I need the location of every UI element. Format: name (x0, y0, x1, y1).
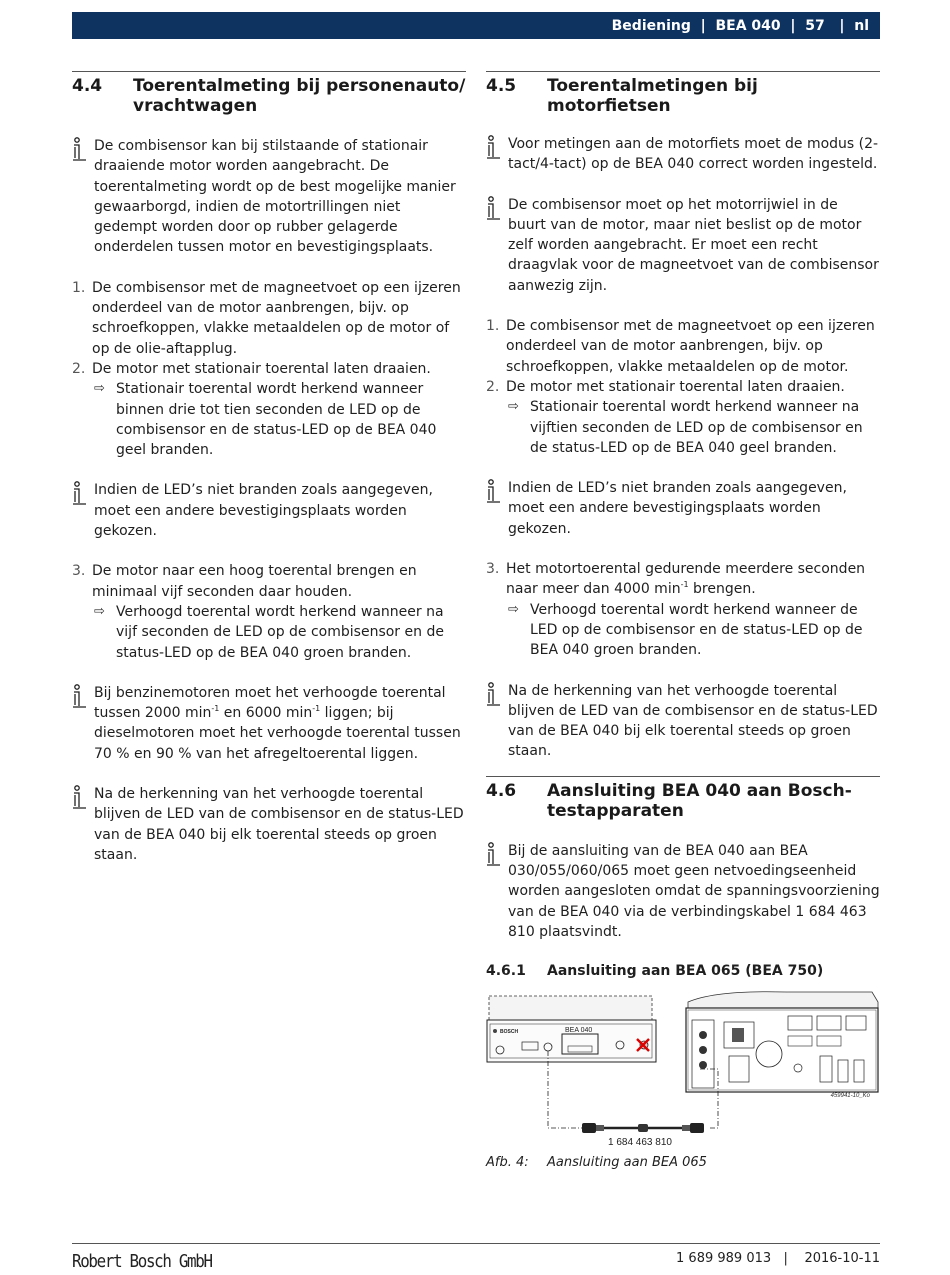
device-model-label: BEA 040 (565, 1027, 593, 1035)
step-item (72, 561, 466, 602)
figure-id: 459941-10_Ko (830, 1093, 870, 1100)
info-icon (486, 681, 508, 762)
step-item (72, 278, 466, 359)
info-icon (486, 134, 508, 175)
info-note (72, 136, 466, 258)
result-text: Verhoogd toerental wordt herkend wanneer na vijf seconden de LED op de combisensor en de status-LED op de BEA 040 groen branden. (116, 603, 444, 661)
header-bar (72, 12, 880, 39)
step-text: De motor met stationair toerental laten draaien. (506, 378, 845, 395)
info-note (486, 478, 880, 539)
figure-caption (486, 1154, 880, 1172)
subsection-number: 4.6.1 (486, 963, 526, 980)
step-number: 3. (72, 563, 86, 580)
right-column (486, 71, 880, 1172)
note-text-part: Bij benzinemotoren moet het verhoogde toerental tussen 2000 min (94, 684, 446, 722)
section-heading-4-4 (72, 71, 466, 116)
result-arrow-icon: ⇨ (508, 399, 519, 415)
step-number: 1. (486, 318, 500, 335)
note-text: De combisensor kan bij stilstaande of stationair draaiende motor worden aangebracht. De toerentalmeting wordt op de best mogelijke manier gewaarborgd, indien de motortrillingen niet gedempt worden door op rubber gelagerde onderdelen tussen motor en bevestigingsplaats. (94, 138, 456, 256)
note-text: Indien de LED’s niet branden zoals aangegeven, moet een andere bevestigingsplaats worden gekozen. (508, 480, 847, 537)
step-text: De motor met stationair toerental laten draaien. (92, 360, 431, 377)
section-heading-4-6 (486, 776, 880, 821)
info-icon (72, 683, 94, 764)
step-item (72, 359, 466, 379)
result-arrow-icon: ⇨ (508, 601, 519, 617)
result-text: Stationair toerental wordt herkend wanneer na vijftien seconden de LED op de combisensor en de status-LED op de BEA 040 geel branden. (530, 399, 863, 456)
info-note (486, 195, 880, 296)
note-text: Na de herkenning van het verhoogde toerental blijven de LED van de combisensor en de status-LED van de BEA 040 bij elk toerental steeds op groen staan. (508, 682, 878, 760)
step-text: De combisensor met de magneetvoet op een ijzeren onderdeel van de motor aanbrengen, bijv. op schroefkoppen, vlakke metaaldelen op de motor of op de olie-aftapplug. (92, 279, 461, 357)
result-text: Verhoogd toerental wordt herkend wanneer de LED op de combisensor en de status-LED op de BEA 040 groen branden. (530, 601, 863, 659)
step-number: 1. (72, 279, 86, 296)
note-text-part: liggen; bij dieselmotoren moet het verhoogde toerental tussen 70 % en 90 % van het afregeltoerental liggen. (94, 705, 461, 762)
device-brand-label: BOSCH (500, 1029, 519, 1036)
cable-part-number: 1 684 463 810 (608, 1137, 672, 1149)
result-item (72, 602, 466, 663)
result-item (72, 379, 466, 460)
info-note (486, 134, 880, 175)
note-text: Na de herkenning van het verhoogde toerental blijven de LED van de combisensor en de status-LED van de BEA 040 bij elk toerental steeds op groen staan. (94, 786, 464, 863)
step-text-part: brengen. (688, 581, 756, 598)
info-icon (486, 478, 508, 539)
step-number: 3. (486, 561, 500, 578)
header-text: Bediening | BEA 040 | 57 | nl (611, 17, 869, 34)
document-number: 1 689 989 013 | 2016-10-11 (676, 1251, 880, 1266)
note-text: Indien de LED’s niet branden zoals aangegeven, moet een andere bevestigingsplaats worden gekozen. (94, 482, 433, 540)
result-arrow-icon: ⇨ (94, 381, 105, 397)
step-text: De combisensor met de magneetvoet op een ijzeren onderdeel van de motor aanbrengen, bijv. op schroefkoppen, vlakke metaaldelen op de motor. (506, 318, 875, 375)
step-item (486, 559, 880, 600)
info-icon (72, 480, 94, 541)
note-text: Bij de aansluiting van de BEA 040 aan BEA 030/055/060/065 moet geen netvoedingseenheid worden aangesloten omdat de spanningsvoorziening van de BEA 040 via de verbindingskabel 1 684 463 810 plaatsvindt. (508, 842, 880, 940)
caption-label: Afb. 4: (486, 1155, 529, 1171)
step-item (486, 316, 880, 377)
info-icon (72, 136, 94, 258)
section-title: Toerentalmetingen bij motorfietsen (547, 76, 758, 116)
superscript: -1 (312, 704, 321, 714)
note-text (94, 683, 466, 764)
note-text-part: en 6000 min (219, 705, 313, 722)
step-number: 2. (72, 360, 86, 377)
section-title: Aansluiting BEA 040 aan Bosch-testapparaten (547, 780, 852, 821)
step-text: De motor naar een hoog toerental brengen en minimaal vijf seconden daar houden. (92, 563, 417, 600)
result-item (486, 397, 880, 458)
section-number: 4.4 (72, 76, 103, 96)
info-note (486, 681, 880, 762)
bosch-logo: Robert Bosch GmbH (72, 1251, 212, 1272)
caption-text: Aansluiting aan BEA 065 (547, 1155, 707, 1171)
info-note (486, 841, 880, 942)
info-note (72, 784, 466, 865)
result-text: Stationair toerental wordt herkend wanneer binnen drie tot tien seconden de LED op de combisensor en de status-LED op de BEA 040 geel branden. (116, 381, 437, 459)
left-column (72, 71, 466, 865)
superscript: -1 (211, 704, 220, 714)
info-icon (486, 195, 508, 296)
step-text-part: Het motortoerental gedurende meerdere seconden naar meer dan 4000 min (506, 561, 866, 598)
section-number: 4.5 (486, 76, 517, 96)
result-arrow-icon: ⇨ (94, 603, 105, 619)
note-text: Voor metingen aan de motorfiets moet de modus (2-tact/4-tact) op de BEA 040 correct worden ingesteld. (508, 136, 879, 173)
connection-figure (486, 990, 880, 1150)
section-title: Toerentalmeting bij personenauto/ vrachtwagen (133, 76, 466, 116)
superscript: -1 (680, 580, 689, 590)
step-number: 2. (486, 378, 500, 395)
footer-divider (72, 1243, 880, 1244)
step-text (506, 559, 880, 600)
section-heading-4-5 (486, 71, 880, 116)
step-item (486, 377, 880, 397)
subsection-title: Aansluiting aan BEA 065 (BEA 750) (547, 963, 824, 980)
info-note (72, 683, 466, 764)
subsection-heading-4-6-1 (486, 961, 880, 981)
connection-diagram (486, 990, 880, 1150)
info-icon (486, 841, 508, 942)
info-note (72, 480, 466, 541)
info-icon (72, 784, 94, 865)
section-number: 4.6 (486, 780, 517, 801)
note-text: De combisensor moet op het motorrijwiel in de buurt van de motor, maar niet beslist op de motor zelf worden aangebracht. Er moet een recht draagvlak voor de magneetvoet van de combisensor aanwezig zijn. (508, 196, 879, 294)
result-item (486, 600, 880, 661)
